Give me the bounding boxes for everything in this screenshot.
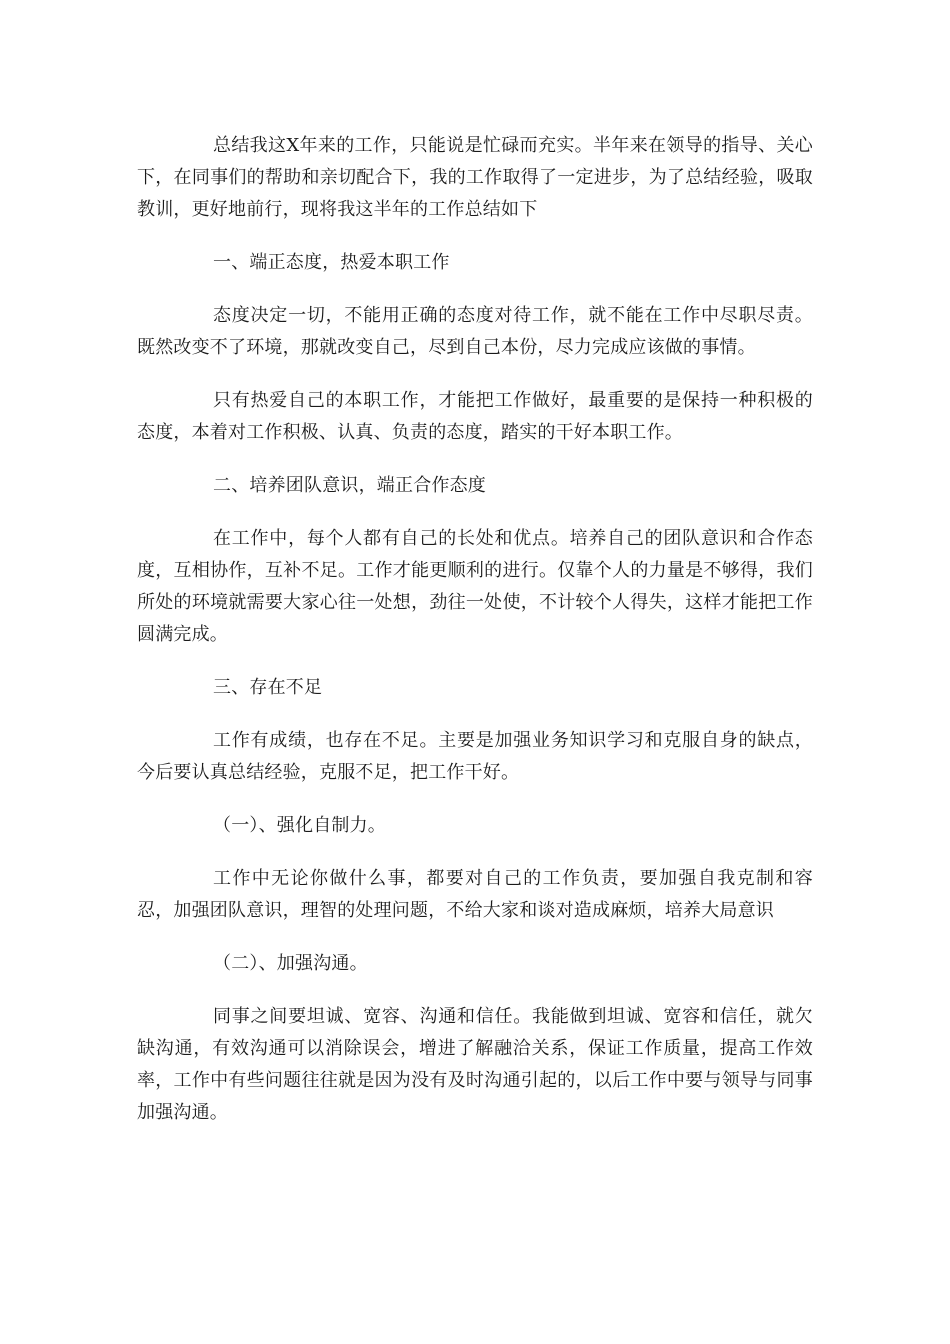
subsection-1-heading: （一）、强化自制力。 xyxy=(213,815,386,836)
section-2-heading: 二、培养团队意识，端正合作态度 xyxy=(213,475,486,496)
document-page xyxy=(137,130,813,1150)
intro-paragraph: 总结我这X年来的工作，只能说是忙碌而充实。半年来在领导的指导、关心下，在同事们的帮助和亲切配合下，我的工作取得了一定进步，为了总结经验，吸取教训，更好地前行，现将我这半年的工作总结如下 xyxy=(137,135,813,220)
section-2-paragraph-1: 在工作中，每个人都有自己的长处和优点。培养自己的团队意识和合作态度，互相协作，互补不足。工作才能更顺利的进行。仅靠个人的力量是不够得，我们所处的环境就需要大家心往一处想，劲往一处使，不计较个人得失，这样才能把工作圆满完成。 xyxy=(137,528,813,645)
subsection-1-paragraph: 工作中无论你做什么事，都要对自己的工作负责，要加强自我克制和容忍，加强团队意识，理智的处理问题，不给大家和谈对造成麻烦，培养大局意识 xyxy=(137,868,813,921)
section-1-paragraph-2: 只有热爱自己的本职工作，才能把工作做好，最重要的是保持一种积极的态度，本着对工作积极、认真、负责的态度，踏实的干好本职工作。 xyxy=(137,390,813,443)
section-1-heading: 一、端正态度，热爱本职工作 xyxy=(213,252,450,273)
section-3-heading: 三、存在不足 xyxy=(213,677,323,698)
section-3-paragraph-1: 工作有成绩，也存在不足。主要是加强业务知识学习和克服自身的缺点，今后要认真总结经验，克服不足，把工作干好。 xyxy=(137,730,813,783)
subsection-2-paragraph: 同事之间要坦诚、宽容、沟通和信任。我能做到坦诚、宽容和信任，就欠缺沟通，有效沟通可以消除误会，增进了解融洽关系，保证工作质量，提高工作效率，工作中有些问题往往就是因为没有及时沟通引起的，以后工作中要与领导与同事加强沟通。 xyxy=(137,1006,813,1123)
subsection-2-heading: （二）、加强沟通。 xyxy=(213,953,368,974)
section-1-paragraph-1: 态度决定一切，不能用正确的态度对待工作，就不能在工作中尽职尽责。既然改变不了环境，那就改变自己，尽到自己本份，尽力完成应该做的事情。 xyxy=(137,305,813,358)
